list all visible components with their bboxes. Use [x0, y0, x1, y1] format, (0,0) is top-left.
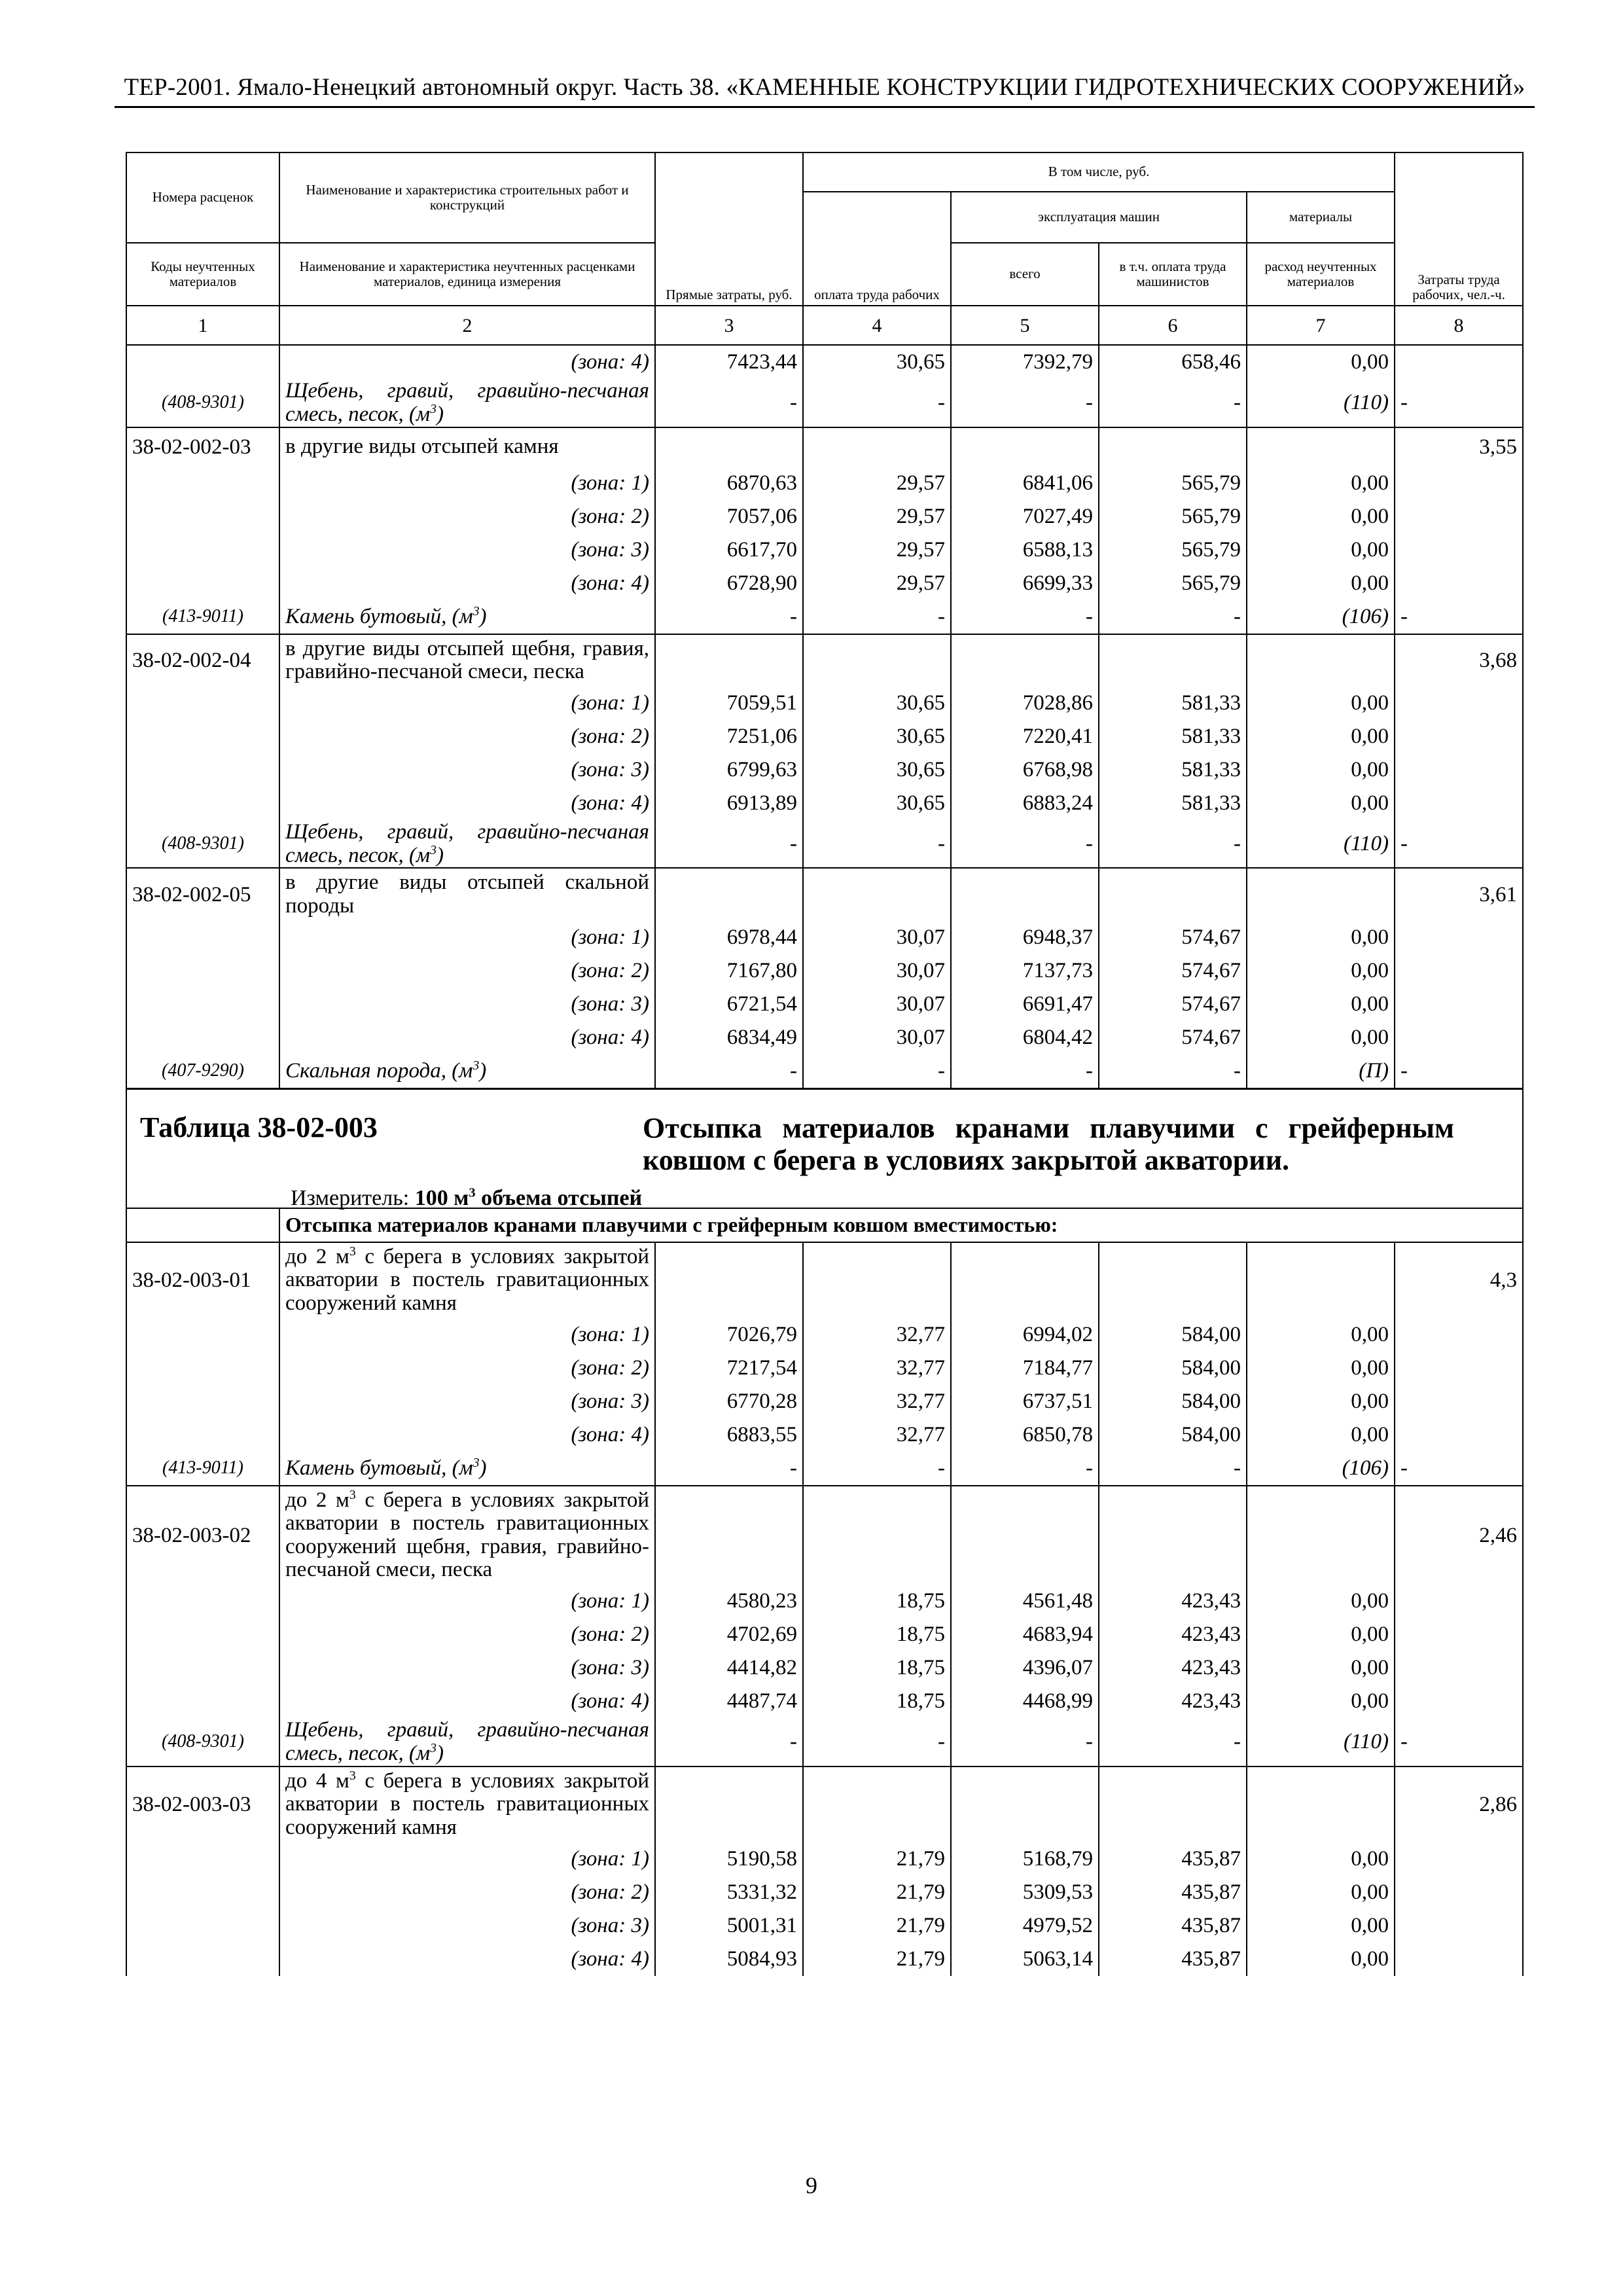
- col-material-name: Наименование и характеристика неучтенных расценками материалов, единица измерения: [279, 243, 655, 306]
- col-machines-wages: в т.ч. оплата труда машинистов: [1099, 243, 1247, 306]
- col-num: 2: [279, 306, 655, 345]
- rate-name: до 2 $м^3$ с берега в условиях закрытой акватории в постель гравитационных сооружений камня: [279, 1242, 655, 1318]
- rate-name: до 2 $м^3$ с берега в условиях закрытой акватории в постель гравитационных сооружений щебня, гравия, гравийно-песчаной смеси, песка: [279, 1486, 655, 1585]
- material-code: (407-9290): [126, 1054, 279, 1089]
- rate-code: 38-02-002-04: [126, 634, 279, 687]
- rate-code: 38-02-002-05: [126, 868, 279, 920]
- zone-label: (зона: 4): [279, 567, 655, 600]
- zone-row: (зона: 2) 5331,32 21,79 5309,53 435,87 0,00: [126, 1876, 1523, 1909]
- col-num: 3: [655, 306, 803, 345]
- zone-label: (зона: 1): [279, 1842, 655, 1876]
- material-code: (408-9301): [126, 1718, 279, 1767]
- zone-row: (зона: 1) 4580,23 18,75 4561,48 423,43 0,00: [126, 1585, 1523, 1618]
- zone-row: (зона: 1) 7059,51 30,65 7028,86 581,33 0,00: [126, 687, 1523, 720]
- rate-row: [126, 1767, 1523, 1842]
- col-num: 6: [1099, 306, 1247, 345]
- rate-row: [126, 868, 1523, 920]
- zone-label: (зона: 4): [279, 787, 655, 820]
- zone-row: (зона: 4) 6883,55 32,77 6850,78 584,00 0,00: [126, 1418, 1523, 1452]
- zone-label: (зона: 3): [279, 1909, 655, 1943]
- zone-row: (зона: 4) 6913,89 30,65 6883,24 581,33 0,00: [126, 787, 1523, 820]
- col-labor: Затраты труда рабочих, чел.-ч.: [1395, 152, 1523, 306]
- zone-row: (зона: 2) 7251,06 30,65 7220,41 581,33 0,00: [126, 720, 1523, 753]
- table-label: Таблица 38-02-003: [140, 1111, 378, 1143]
- rate-code: 38-02-002-03: [126, 427, 279, 467]
- rate-labor: 2,46: [1395, 1486, 1523, 1585]
- material-row: (413-9011) Камень бутовый, $(м^3)$ - - - - (106) -: [126, 600, 1523, 634]
- zone-label: (зона: 3): [279, 1385, 655, 1418]
- col-machines-total: всего: [951, 243, 1099, 306]
- col-work-name: Наименование и характеристика строительных работ и конструкций: [279, 152, 655, 243]
- material-name: Камень бутовый, $(м^3)$: [279, 1452, 655, 1486]
- rate-labor: 4,3: [1395, 1242, 1523, 1318]
- material-name: Щебень, гравий, гравийно-песчаная смесь, песок, $(м^3)$: [279, 820, 655, 869]
- col-materials: материалы: [1247, 192, 1395, 243]
- rates-table: [126, 152, 1524, 1976]
- page-number: 9: [806, 2172, 817, 2198]
- rate-code: 38-02-003-02: [126, 1486, 279, 1585]
- material-name: Камень бутовый, $(м^3)$: [279, 600, 655, 634]
- zone-label: (зона: 2): [279, 1876, 655, 1909]
- material-code: (408-9301): [126, 820, 279, 869]
- zone-row: (зона: 3) 5001,31 21,79 4979,52 435,87 0,00: [126, 1909, 1523, 1943]
- table-body-t2: [126, 1242, 1523, 1976]
- zone-row: (зона: 1) 6870,63 29,57 6841,06 565,79 0,00: [126, 467, 1523, 500]
- zone-label: (зона: 2): [279, 1352, 655, 1385]
- table-header: [126, 152, 1523, 345]
- rate-labor: 3,55: [1395, 427, 1523, 467]
- col-num: 5: [951, 306, 1099, 345]
- zone-label: (зона: 2): [279, 720, 655, 753]
- zone-label: (зона: 3): [279, 533, 655, 567]
- rate-name: в другие виды отсыпей скальной породы: [279, 868, 655, 920]
- rate-row: [126, 427, 1523, 467]
- rate-row: [126, 634, 1523, 687]
- zone-label: (зона: 2): [279, 1618, 655, 1651]
- zone-row: (зона: 3) 6617,70 29,57 6588,13 565,79 0,00: [126, 533, 1523, 567]
- rate-code: 38-02-003-03: [126, 1767, 279, 1842]
- material-row: (407-9290) Скальная порода, $(м^3)$ - - - - (П) -: [126, 1054, 1523, 1089]
- zone-label: (зона: 4): [279, 1685, 655, 1718]
- zone-row: (зона: 3) 6721,54 30,07 6691,47 574,67 0,00: [126, 988, 1523, 1021]
- col-including: В том числе, руб.: [803, 152, 1395, 192]
- zone-row: (зона: 3) 6770,28 32,77 6737,51 584,00 0,00: [126, 1385, 1523, 1418]
- zone-row: (зона: 2) 7057,06 29,57 7027,49 565,79 0,00: [126, 500, 1523, 533]
- zone-label: (зона: 1): [279, 1318, 655, 1352]
- col-num: 7: [1247, 306, 1395, 345]
- material-name: Щебень, гравий, гравийно-песчаная смесь, песок, $(м^3)$: [279, 1718, 655, 1767]
- rate-name: в другие виды отсыпей камня: [279, 427, 655, 467]
- table-body-t1: [126, 427, 1523, 1089]
- zone-label: (зона: 2): [279, 500, 655, 533]
- col-rate-numbers: Номера расценок: [126, 152, 279, 243]
- zone-label: (зона: 3): [279, 1651, 655, 1685]
- col-materials-use: расход неучтенных материалов: [1247, 243, 1395, 306]
- table2-heading-block: [126, 1088, 1523, 1242]
- rate-row: [126, 1486, 1523, 1585]
- zone-row: (зона: 1) 5190,58 21,79 5168,79 435,87 0,00: [126, 1842, 1523, 1876]
- col-num: 8: [1395, 306, 1523, 345]
- zone-label: (зона: 2): [279, 954, 655, 988]
- rate-labor: 3,68: [1395, 634, 1523, 687]
- material-row: (408-9301) Щебень, гравий, гравийно-песчаная смесь, песок, $(м^3)$ - - - - (110) -: [126, 1718, 1523, 1767]
- zone-row: (зона: 4) 4487,74 18,75 4468,99 423,43 0,00: [126, 1685, 1523, 1718]
- zone-row: (зона: 2) 7217,54 32,77 7184,77 584,00 0,00: [126, 1352, 1523, 1385]
- col-machines: эксплуатация машин: [951, 192, 1247, 243]
- zone-label: (зона: 4): [279, 1943, 655, 1976]
- table-meter: Измеритель: 100 $м^3$ объема отсыпей: [291, 1185, 643, 1210]
- zone-label: (зона: 4): [279, 1418, 655, 1452]
- zone-label: (зона: 1): [279, 687, 655, 720]
- col-num: 4: [803, 306, 951, 345]
- zone-label: (зона: 1): [279, 921, 655, 954]
- material-row: (408-9301) Щебень, гравий, гравийно-песчаная смесь, песок, $(м^3)$ - - - - (110) -: [126, 820, 1523, 869]
- rate-name: в другие виды отсыпей щебня, гравия, гравийно-песчаной смеси, песка: [279, 634, 655, 687]
- zone-row: (зона: 3) 4414,82 18,75 4396,07 423,43 0,00: [126, 1651, 1523, 1685]
- material-row: (408-9301) Щебень, гравий, гравийно-песчаная смесь, песок, $(м^3)$ - - - - (110) -: [126, 379, 1523, 427]
- rate-labor: 3,61: [1395, 868, 1523, 920]
- col-material-codes: Коды неучтенных материалов: [126, 243, 279, 306]
- zone-row: (зона: 4) 6834,49 30,07 6804,42 574,67 0,00: [126, 1021, 1523, 1054]
- zone-label: (зона: 1): [279, 467, 655, 500]
- rate-code: 38-02-003-01: [126, 1242, 279, 1318]
- table-body: [126, 345, 1523, 427]
- table-subheading: Отсыпка материалов кранами плавучими с грейферным ковшом вместимостью:: [279, 1208, 1523, 1242]
- material-name: Скальная порода, $(м^3)$: [279, 1054, 655, 1089]
- zone-label: (зона: 4): [279, 1021, 655, 1054]
- zone-row: (зона: 4) 5084,93 21,79 5063,14 435,87 0,00: [126, 1943, 1523, 1976]
- header-rule: [115, 106, 1535, 108]
- material-code: (413-9011): [126, 1452, 279, 1486]
- zone-row: (зона: 3) 6799,63 30,65 6768,98 581,33 0,00: [126, 753, 1523, 787]
- col-direct-costs: Прямые затраты, руб.: [655, 152, 803, 306]
- zone-row: (зона: 1) 7026,79 32,77 6994,02 584,00 0,00: [126, 1318, 1523, 1352]
- material-row: (413-9011) Камень бутовый, $(м^3)$ - - - - (106) -: [126, 1452, 1523, 1486]
- zone-row: (зона: 4) 6728,90 29,57 6699,33 565,79 0,00: [126, 567, 1523, 600]
- rate-labor: 2,86: [1395, 1767, 1523, 1842]
- rate-name: до 4 $м^3$ с берега в условиях закрытой акватории в постель гравитационных сооружений камня: [279, 1767, 655, 1842]
- zone-row: (зона: 2) 7167,80 30,07 7137,73 574,67 0,00: [126, 954, 1523, 988]
- zone-row: (зона: 4) 7423,44 30,65 7392,79 658,46 0,00: [126, 345, 1523, 379]
- zone-row: (зона: 2) 4702,69 18,75 4683,94 423,43 0,00: [126, 1618, 1523, 1651]
- col-num: 1: [126, 306, 279, 345]
- zone-row: (зона: 1) 6978,44 30,07 6948,37 574,67 0,00: [126, 921, 1523, 954]
- table-heading: Отсыпка материалов кранами плавучими с грейферным ковшом с берега в условиях закрытой акватории.: [643, 1111, 1454, 1176]
- zone-label: (зона: 3): [279, 988, 655, 1021]
- col-wages: оплата труда рабочих: [803, 192, 951, 306]
- material-code: (413-9011): [126, 600, 279, 634]
- rate-row: [126, 1242, 1523, 1318]
- page-header: ТЕР-2001. Ямало-Ненецкий автономный округ. Часть 38. «КАМЕННЫЕ КОНСТРУКЦИИ ГИДРОТЕХНИЧЕСКИХ СООРУЖЕНИЙ»: [124, 74, 1525, 101]
- zone-label: (зона: 1): [279, 1585, 655, 1618]
- zone-label: (зона: 3): [279, 753, 655, 787]
